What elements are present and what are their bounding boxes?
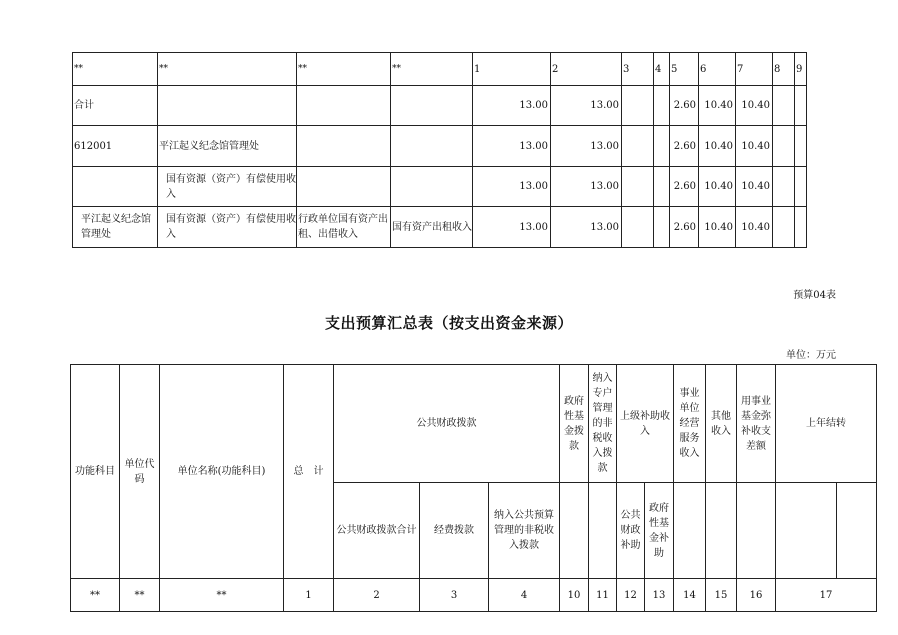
- cell-header: 9: [795, 53, 807, 86]
- cell-number: 2: [334, 579, 420, 612]
- cell-v4: [654, 207, 670, 248]
- cell-c2: [158, 86, 297, 126]
- cell-c2: 国有资源（资产）有偿使用收入: [158, 167, 297, 207]
- cell-v6: 10.40: [699, 167, 736, 207]
- cell-v2: 13.00: [551, 207, 622, 248]
- cell-number: 17: [776, 579, 877, 612]
- cell-v9: [795, 167, 807, 207]
- cell-header: 6: [699, 53, 736, 86]
- table-row: [73, 207, 807, 248]
- cell-header: 5: [670, 53, 699, 86]
- cell-number: 10: [560, 579, 589, 612]
- cell-c1: 合计: [73, 86, 158, 126]
- cell-v1: 13.00: [473, 86, 551, 126]
- header-deficit-fund: 用事业基金弥补收支差额: [737, 365, 776, 483]
- cell-number: 3: [420, 579, 489, 612]
- cell-v8: [773, 167, 795, 207]
- cell-number: 14: [674, 579, 706, 612]
- cell-c4: [391, 86, 473, 126]
- cell-c1: [73, 167, 158, 207]
- header-public-nontax: 纳入公共预算管理的非税收入拨款: [489, 483, 560, 579]
- cell-v1: 13.00: [473, 207, 551, 248]
- income-detail-table: [72, 52, 807, 248]
- header-public-total: 公共财政拨款合计: [334, 483, 420, 579]
- cell-header: **: [158, 53, 297, 86]
- cell-v2: 13.00: [551, 167, 622, 207]
- cell-v8: [773, 126, 795, 167]
- cell-v7: 10.40: [736, 86, 773, 126]
- cell-header: 4: [654, 53, 670, 86]
- header-other-income: 其他收入: [706, 365, 737, 483]
- cell-c1: 平江起义纪念馆管理处: [73, 207, 158, 248]
- cell-number: **: [120, 579, 160, 612]
- cell-header: **: [391, 53, 473, 86]
- header-carryover: 上年结转: [776, 365, 877, 483]
- cell-header: 1: [473, 53, 551, 86]
- header-special-nontax: 纳入专户管理的非税收入拨款: [589, 365, 617, 483]
- table-row: [73, 167, 807, 207]
- header-funding: 经费拨款: [420, 483, 489, 579]
- cell-v8: [773, 207, 795, 248]
- cell-header: 2: [551, 53, 622, 86]
- cell-v2: 13.00: [551, 126, 622, 167]
- header-total: 总 计: [284, 365, 334, 579]
- cell-v7: 10.40: [736, 167, 773, 207]
- unit-label: 单位：万元: [786, 350, 836, 361]
- table-row-header: [73, 53, 807, 86]
- cell-v3: [622, 126, 654, 167]
- cell-v3: [622, 207, 654, 248]
- header-business-income: 事业单位经营服务收入: [674, 365, 706, 483]
- header-unit-code: 单位代码: [120, 365, 160, 579]
- cell-v1: 13.00: [473, 126, 551, 167]
- cell-number: 1: [284, 579, 334, 612]
- cell-v3: [622, 86, 654, 126]
- cell-number: 13: [645, 579, 674, 612]
- cell-v4: [654, 167, 670, 207]
- cell-c2: 国有资源（资产）有偿使用收入: [158, 207, 297, 248]
- cell-c4: [391, 126, 473, 167]
- cell-c3: [297, 167, 391, 207]
- header-unit-name: 单位名称(功能科目): [160, 365, 284, 579]
- table-row: [73, 126, 807, 167]
- cell-v9: [795, 126, 807, 167]
- cell-v6: 10.40: [699, 126, 736, 167]
- cell-v8: [773, 86, 795, 126]
- cell-c4: 国有资产出租收入: [391, 207, 473, 248]
- cell-c1: 612001: [73, 126, 158, 167]
- cell-header: 8: [773, 53, 795, 86]
- cell-c2: 平江起义纪念馆管理处: [158, 126, 297, 167]
- cell-number: 16: [737, 579, 776, 612]
- cell-v6: 10.40: [699, 207, 736, 248]
- cell-v9: [795, 86, 807, 126]
- cell-c3: 行政单位国有资产出租、出借收入: [297, 207, 391, 248]
- header-superior-subsidy: 上级补助收入: [617, 365, 674, 483]
- cell-v5: 2.60: [670, 126, 699, 167]
- cell-v1: 13.00: [473, 167, 551, 207]
- table-code: 预算04表: [793, 290, 836, 301]
- cell-v2: 13.00: [551, 86, 622, 126]
- cell-number: 11: [589, 579, 617, 612]
- cell-c4: [391, 167, 473, 207]
- header-public-subsidy: 公共财政补助: [617, 483, 645, 579]
- cell-header: 3: [622, 53, 654, 86]
- cell-number: **: [160, 579, 284, 612]
- cell-v7: 10.40: [736, 126, 773, 167]
- cell-v7: 10.40: [736, 207, 773, 248]
- cell-v5: 2.60: [670, 86, 699, 126]
- table-row: [73, 86, 807, 126]
- cell-v5: 2.60: [670, 167, 699, 207]
- cell-number: 12: [617, 579, 645, 612]
- header-gov-fund-subsidy: 政府性基金补助: [645, 483, 674, 579]
- cell-v4: [654, 126, 670, 167]
- cell-header: **: [73, 53, 158, 86]
- cell-number: 4: [489, 579, 560, 612]
- header-func-subject: 功能科目: [71, 365, 120, 579]
- cell-header: 7: [736, 53, 773, 86]
- cell-c3: [297, 86, 391, 126]
- cell-v6: 10.40: [699, 86, 736, 126]
- table-row-header: [71, 365, 877, 483]
- header-gov-fund: 政府性基金拨款: [560, 365, 589, 483]
- page-title: 支出预算汇总表（按支出资金来源）: [324, 314, 573, 332]
- cell-number: **: [71, 579, 120, 612]
- header-public-finance: 公共财政拨款: [334, 365, 560, 483]
- cell-v9: [795, 207, 807, 248]
- cell-number: 15: [706, 579, 737, 612]
- cell-header: **: [297, 53, 391, 86]
- expense-summary-table: [70, 364, 877, 612]
- table-row-numbers: [71, 579, 877, 612]
- cell-c3: [297, 126, 391, 167]
- cell-v4: [654, 86, 670, 126]
- cell-v3: [622, 167, 654, 207]
- cell-v5: 2.60: [670, 207, 699, 248]
